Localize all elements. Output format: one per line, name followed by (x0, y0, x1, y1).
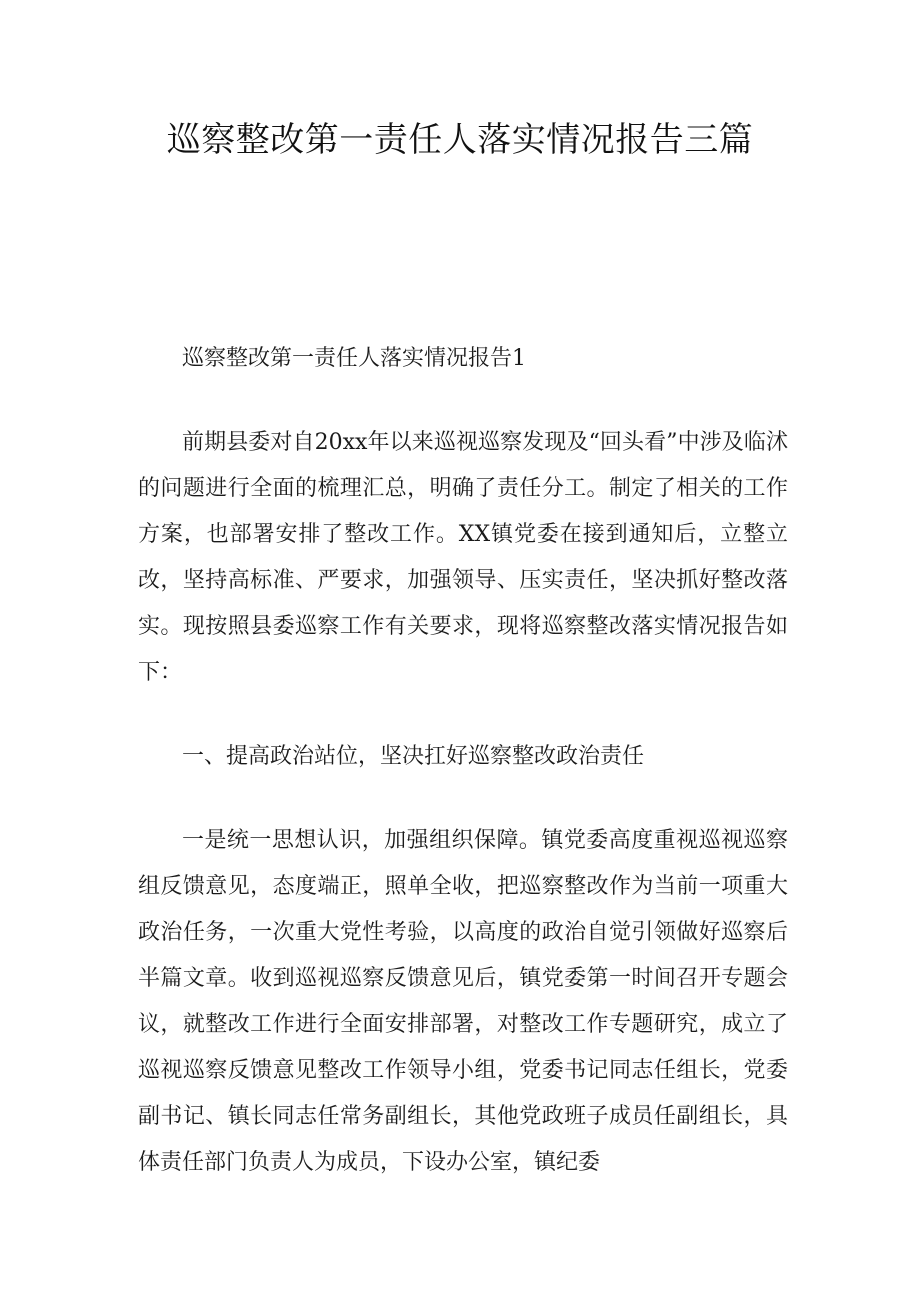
report-subtitle: 巡察整改第一责任人落实情况报告1 (182, 346, 526, 371)
document-body (138, 336, 788, 1224)
paragraph-intro: 前期县委对自20xx年以来巡视巡察发现及“回头看”中涉及临沭的问题进行全面的梳理汇总，明确了责任分工。制定了相关的工作方案，也部署安排了整改工作。XX镇党委在接到通知后，立整立改，坚持高标准、严要求，加强领导、压实责任，坚决抓好整改落实。现按照县委巡察工作有关要求，现将巡察整改落实情况报告如下： (138, 430, 788, 685)
paragraph-point-1: 一是统一思想认识，加强组织保障。镇党委高度重视巡视巡察组反馈意见，态度端正，照单全收，把巡察整改作为当前一项重大政治任务，一次重大党性考验，以高度的政治自觉引领做好巡察后半篇文章。收到巡视巡察反馈意见后，镇党委第一时间召开专题会议，就整改工作进行全面安排部署，对整改工作专题研究，成立了巡视巡察反馈意见整改工作领导小组，党委书记同志任组长，党委副书记、镇长同志任常务副组长，其他党政班子成员任副组长，具体责任部门负责人为成员，下设办公室，镇纪委 (138, 828, 788, 1175)
document-title: 巡察整改第一责任人落实情况报告三篇 (166, 120, 754, 160)
section-heading-1: 一、提高政治站位，坚决扛好巡察整改政治责任 (182, 744, 645, 769)
